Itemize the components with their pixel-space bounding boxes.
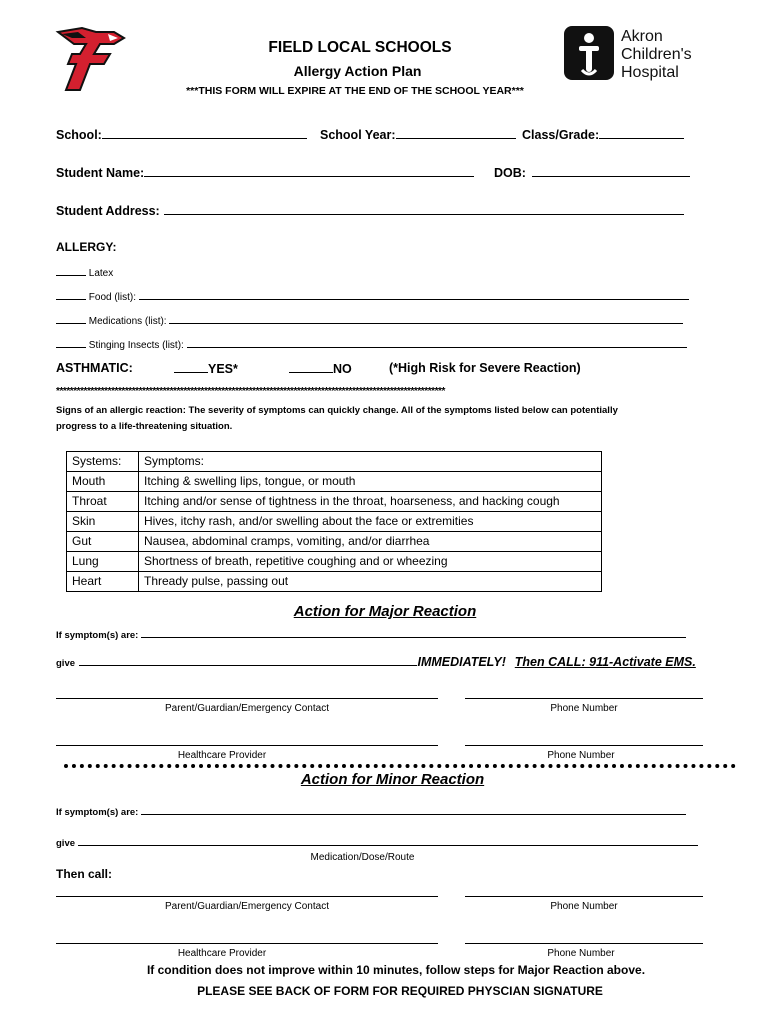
major-contact-label: Parent/Guardian/Emergency Contact — [165, 703, 329, 714]
minor-give-label: give — [56, 838, 76, 849]
major-contact-line[interactable] — [56, 698, 438, 699]
table-cell-system: Heart — [67, 572, 139, 592]
table-cell-system: Gut — [67, 532, 139, 552]
table-header-row — [67, 452, 602, 472]
table-header-symptoms: Symptoms: — [139, 452, 602, 472]
asthmatic-no-label: NO — [333, 362, 352, 376]
table-cell-symptom: Itching & swelling lips, tongue, or mouth — [139, 472, 602, 492]
class-grade-field[interactable] — [522, 127, 684, 142]
allergy-heading: ALLERGY: — [56, 240, 117, 254]
table-row — [67, 572, 602, 592]
table-row — [67, 532, 602, 552]
major-if-symptoms-label: If symptom(s) are: — [56, 630, 139, 641]
form-subtitle: Allergy Action Plan — [293, 63, 422, 79]
major-give-label: give — [56, 658, 76, 669]
table-cell-symptom: Hives, itchy rash, and/or swelling about the face or extremities — [139, 512, 602, 532]
table-cell-symptom: Nausea, abdominal cramps, vomiting, and/or diarrhea — [139, 532, 602, 552]
asthmatic-yes[interactable] — [174, 361, 238, 376]
separator-stars: ***************************************************************************************************************** — [56, 386, 445, 397]
student-address-label: Student Address: — [56, 204, 160, 218]
minor-phone-line-2[interactable] — [465, 943, 703, 944]
major-reaction-title: Action for Major Reaction — [293, 603, 477, 620]
svg-text:Children's: Children's — [621, 46, 692, 63]
minor-provider-label: Healthcare Provider — [177, 948, 267, 959]
minor-provider-line[interactable] — [56, 943, 438, 944]
asthmatic-note: (*High Risk for Severe Reaction) — [389, 361, 581, 375]
minor-phone-label-2: Phone Number — [547, 948, 615, 959]
minor-med-label: Medication/Dose/Route — [310, 852, 415, 863]
major-phone-label-2: Phone Number — [547, 750, 615, 761]
table-cell-symptom: Itching and/or sense of tightness in the throat, hoarseness, and hacking cough — [139, 492, 602, 512]
minor-then-call: Then call: — [56, 867, 113, 881]
signs-text-line-2: progress to a life-threatening situation. — [56, 421, 233, 432]
table-cell-symptom: Shortness of breath, repetitive coughing and or wheezing — [139, 552, 602, 572]
footer-line-2: PLEASE SEE BACK OF FORM FOR REQUIRED PHYSCIAN SIGNATURE — [197, 984, 603, 998]
signs-text-line-1: Signs of an allergic reaction: The severity of symptoms can quickly change. All of the symptoms listed below can potentially — [56, 405, 618, 416]
major-then-call: Then CALL: 911-Activate EMS. — [514, 655, 696, 669]
major-phone-line-2[interactable] — [465, 745, 703, 746]
allergy-insects-label: Stinging Insects (list): — [88, 340, 184, 351]
table-header-systems: Systems: — [67, 452, 139, 472]
footer-line-1: If condition does not improve within 10 minutes, follow steps for Major Reaction above. — [146, 963, 646, 977]
table-row — [67, 512, 602, 532]
dob-label: DOB: — [494, 166, 526, 180]
table-cell-system: Skin — [67, 512, 139, 532]
form-title: FIELD LOCAL SCHOOLS — [268, 39, 452, 56]
table-cell-system: Lung — [67, 552, 139, 572]
dob-field[interactable] — [494, 165, 690, 180]
minor-contact-line[interactable] — [56, 896, 438, 897]
expiration-notice: ***THIS FORM WILL EXPIRE AT THE END OF THE SCHOOL YEAR*** — [186, 85, 524, 97]
major-give-field[interactable] — [56, 653, 696, 671]
minor-if-symptoms-field[interactable] — [56, 805, 686, 818]
allergy-medications-label: Medications (list): — [88, 316, 167, 327]
student-name-field[interactable] — [56, 165, 474, 180]
allergy-latex[interactable] — [56, 266, 113, 279]
student-name-label: Student Name: — [56, 166, 145, 180]
allergy-food-label: Food (list): — [88, 292, 137, 303]
allergy-insects[interactable] — [56, 338, 687, 351]
minor-phone-label-1: Phone Number — [550, 901, 618, 912]
major-phone-label-1: Phone Number — [550, 703, 618, 714]
major-if-symptoms-field[interactable] — [56, 628, 686, 641]
major-provider-label: Healthcare Provider — [177, 750, 267, 761]
allergy-medications[interactable] — [56, 314, 683, 327]
svg-text:Akron: Akron — [621, 28, 663, 45]
school-year-label: School Year: — [320, 128, 396, 142]
table-row — [67, 552, 602, 572]
school-field[interactable] — [56, 127, 307, 142]
minor-if-symptoms-label: If symptom(s) are: — [56, 807, 139, 818]
table-cell-system: Throat — [67, 492, 139, 512]
major-phone-line-1[interactable] — [465, 698, 703, 699]
asthmatic-yes-label: YES* — [208, 362, 238, 376]
student-address-field[interactable] — [56, 203, 684, 218]
section-divider — [64, 764, 736, 768]
major-immediately: IMMEDIATELY! — [417, 655, 506, 669]
allergy-latex-label: Latex — [88, 268, 114, 279]
asthmatic-no[interactable] — [289, 361, 352, 376]
minor-give-field[interactable] — [56, 836, 698, 849]
minor-phone-line-1[interactable] — [465, 896, 703, 897]
minor-contact-label: Parent/Guardian/Emergency Contact — [165, 901, 329, 912]
major-provider-line[interactable] — [56, 745, 438, 746]
svg-text:Hospital: Hospital — [621, 64, 679, 81]
school-year-field[interactable] — [320, 127, 516, 142]
minor-reaction-title: Action for Minor Reaction — [300, 771, 485, 788]
table-cell-symptom: Thready pulse, passing out — [139, 572, 602, 592]
school-label: School: — [56, 128, 102, 142]
asthmatic-label: ASTHMATIC: — [56, 361, 133, 375]
allergy-food[interactable] — [56, 290, 689, 303]
table-row — [67, 472, 602, 492]
table-cell-system: Mouth — [67, 472, 139, 492]
class-grade-label: Class/Grade: — [522, 128, 600, 142]
table-row — [67, 492, 602, 512]
symptoms-table — [66, 451, 602, 592]
